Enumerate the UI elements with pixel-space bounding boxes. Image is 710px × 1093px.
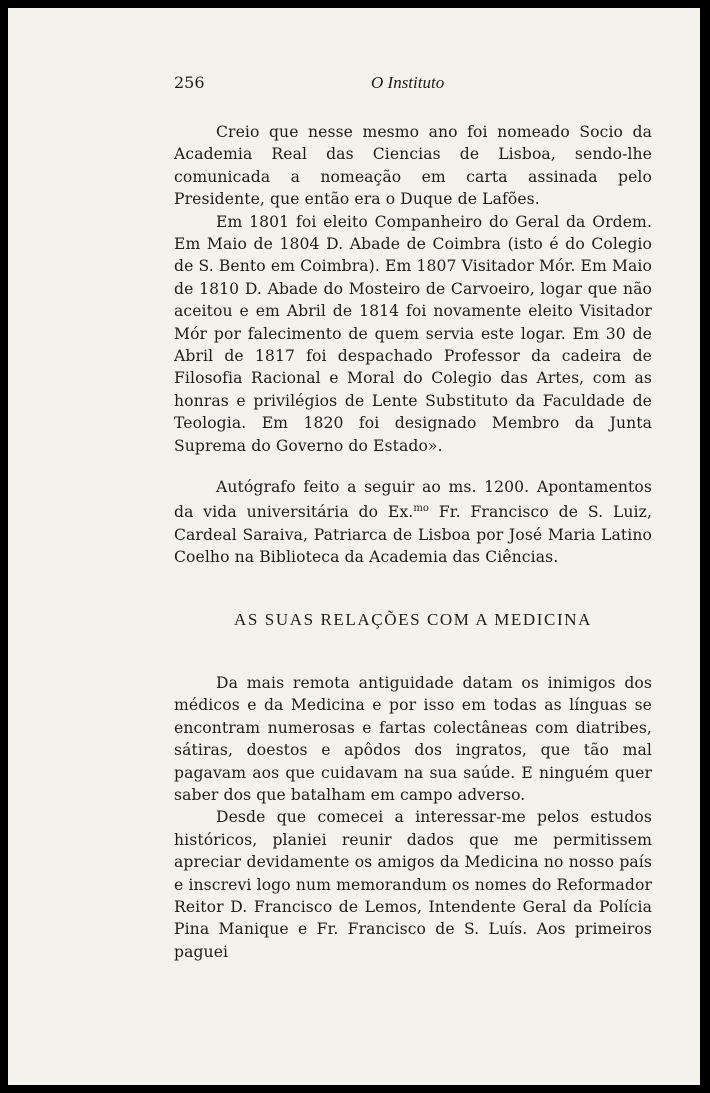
- quote-block: [174, 121, 652, 457]
- section-paragraph-2: Desde que comecei a interessar-me pelos estudos históricos, planiei reunir dados que me permitissem apreciar devidamente os amigos da Medicina no nosso país e inscrevi logo num memorandum os nomes do Reformador Reitor D. Francisco de Lemos, Intendente Geral da Polícia Pina Manique e Fr. Francisco de S. Luís. Aos primeiros paguei: [174, 808, 652, 961]
- running-title: O Instituto: [371, 73, 445, 92]
- page-number: 256: [174, 73, 205, 92]
- source-note-block: [174, 476, 652, 569]
- quote-paragraph-1: Creio que nesse mesmo ano foi nomeado Socio da Academia Real das Ciencias de Lisboa, sendo-lhe comunicada a nomeação em carta assinada pelo Presidente, que então era o Duque de Lafões.: [174, 123, 652, 209]
- section-body: [174, 672, 652, 963]
- section-paragraph-1: Da mais remota antiguidade datam os inimigos dos médicos e da Medicina e por isso em todas as línguas se encontram numerosas e fartas colectâneas com diatribes, sátiras, doestos e apôdos dos ingratos, que tão mal pagavam aos que cuidavam na sua saúde. E ninguém quer saber dos que batalham em campo adverso.: [174, 674, 652, 805]
- source-note-text-1: Autógrafo feito a seguir ao ms. 1200. Apontamentos da vida universitária do Ex.: [174, 478, 652, 522]
- section-heading: AS SUAS RELAÇÕES COM A MEDICINA: [233, 610, 592, 629]
- source-note-text-2: Fr. Francisco de S. Luiz, Cardeal Saraiva, Patriarca de Lisboa por José Maria Latino Coelho na Biblioteca da Academia das Ciências.: [174, 503, 652, 567]
- quote-paragraph-2: Em 1801 foi eleito Companheiro do Geral da Ordem. Em Maio de 1804 D. Abade de Coimbra (isto é do Colegio de S. Bento em Coimbra). Em 1807 Visitador Mór. Em Maio de 1810 D. Abade do Mosteiro de Carvoeiro, logar que não aceitou e em Abril de 1814 foi novamente eleito Visitador Mór por falecimento de quem servia este logar. Em 30 de Abril de 1817 foi despachado Professor da cadeira de Filosofia Racional e Moral do Colegio das Artes, com as honras e privilégios de Lente Substituto da Faculdade de Teologia. Em 1820 foi designado Membro da Junta Suprema do Governo do Estado».: [174, 212, 652, 455]
- source-note-superscript: mo: [413, 503, 430, 515]
- source-note-paragraph: [174, 476, 652, 569]
- book-page: [8, 8, 700, 1085]
